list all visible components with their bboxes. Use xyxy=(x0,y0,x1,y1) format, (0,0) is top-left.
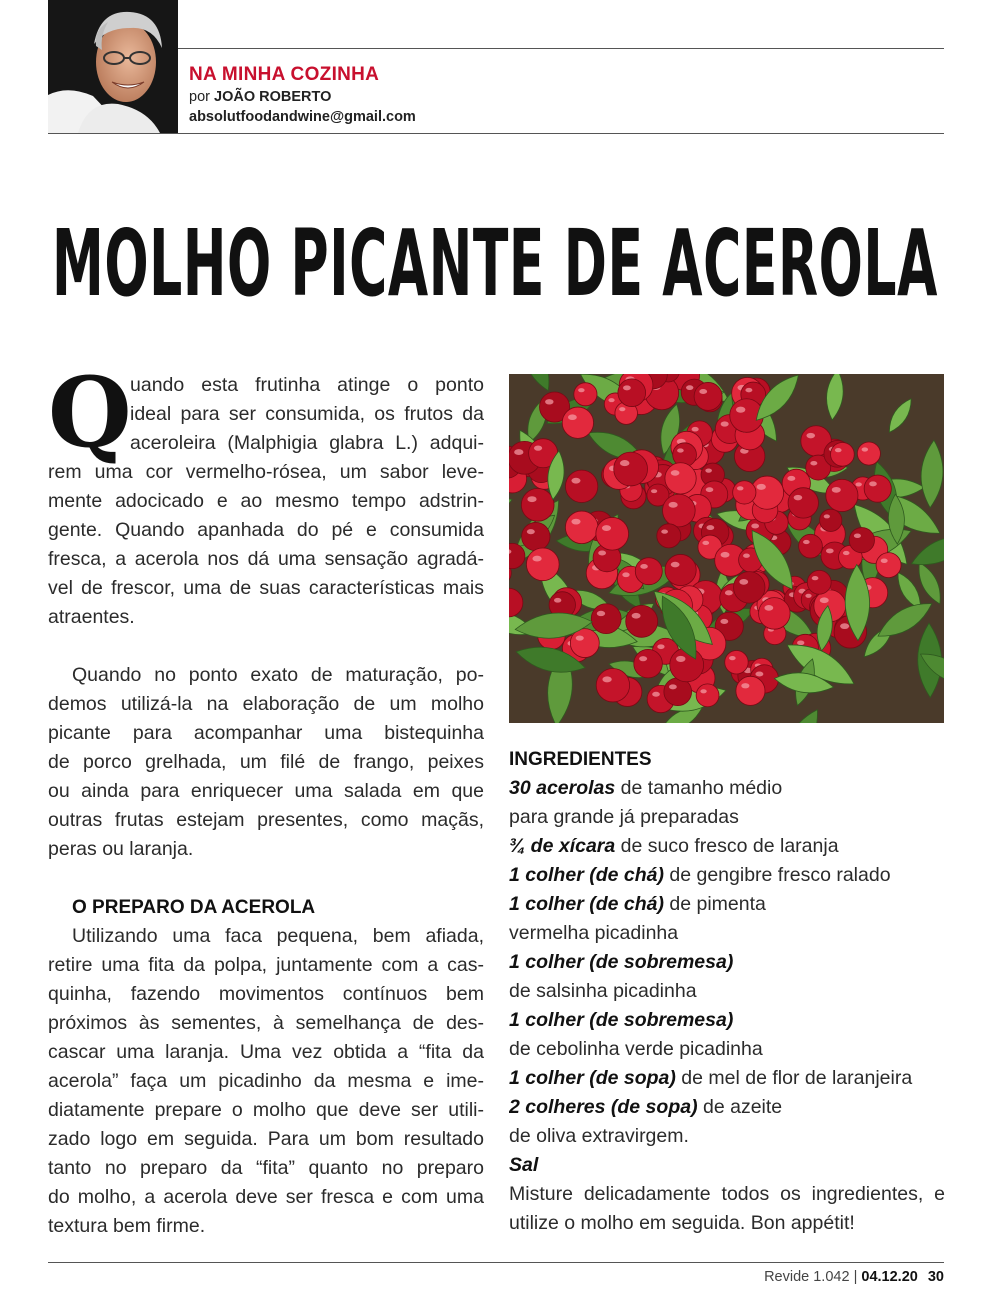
headline-container xyxy=(52,210,948,317)
text-line: de porco grelhada, um filé de frango, peixes xyxy=(48,751,484,773)
ingredient-line xyxy=(509,919,945,948)
text-line: acerola” faça um picadinho da mesma e ime- xyxy=(48,1070,484,1092)
paragraph-gap xyxy=(48,864,484,893)
ingredient-quantity: 1 colher (de chá) xyxy=(509,864,664,886)
ingredient-quantity: ¾ de xícara xyxy=(509,835,616,857)
footer-separator: | xyxy=(853,1269,858,1285)
ingredient-line xyxy=(509,1035,945,1064)
ingredient-quantity: 1 colher (de sopa) xyxy=(509,1067,676,1089)
ingredient-line xyxy=(509,861,945,890)
ingredient-quantity: 1 colher (de chá) xyxy=(509,893,664,915)
ingredient-line xyxy=(509,1093,945,1122)
page-number: 30 xyxy=(927,1269,944,1285)
text-line: demos utilizá-la na elaboração de um molho xyxy=(48,693,484,715)
author-name: JOÃO ROBERTO xyxy=(214,89,332,105)
ingredient-quantity: 1 colher (de sobremesa) xyxy=(509,951,734,973)
byline xyxy=(189,89,331,105)
ingredient-text: de salsinha picadinha xyxy=(509,980,697,1002)
ingredient-line xyxy=(509,1006,945,1035)
byline-prefix: por xyxy=(189,89,210,105)
ingredient-quantity: 30 acerolas xyxy=(509,777,616,799)
ingredient-line xyxy=(509,1122,945,1151)
text-line: quinha, fazendo movimentos contínuos bem xyxy=(48,983,484,1005)
instructions-line: utilize o molho em seguida. Bon appétit! xyxy=(509,1212,855,1234)
text-line: Quando no ponto exato de maturação, po- xyxy=(72,664,484,686)
article-body xyxy=(48,371,484,1241)
header-rule-bottom xyxy=(48,133,944,134)
text-line: outras frutas estejam presentes, como maçãs, xyxy=(48,809,484,831)
text-line: vel de frescor, uma de suas características mais xyxy=(48,577,484,599)
ingredient-text: de oliva extravirgem. xyxy=(509,1125,689,1147)
text-line: tanto no preparo da “fita” quanto no preparo xyxy=(48,1157,484,1179)
text-line: zado logo em seguida. Para um bom resultado xyxy=(48,1128,484,1150)
text-line: mente adocicado e ao mesmo tempo adstrin- xyxy=(48,490,484,512)
ingredient-text: vermelha picadinha xyxy=(509,922,679,944)
ingredient-line xyxy=(509,1151,945,1180)
text-line: retire uma fita da polpa, juntamente com a cas- xyxy=(48,954,484,976)
text-line: peras ou laranja. xyxy=(48,838,194,860)
ingredients-section xyxy=(509,745,945,1238)
instructions-line: Misture delicadamente todos os ingredientes, e xyxy=(509,1183,945,1205)
issue-date: 04.12.20 xyxy=(861,1269,918,1285)
drop-cap: Q xyxy=(48,356,132,469)
text-line: diatamente prepare o molho que deve ser utili- xyxy=(48,1099,484,1121)
text-line: textura bem firme. xyxy=(48,1215,206,1237)
ingredient-quantity: 1 colher (de sobremesa) xyxy=(509,1009,734,1031)
acerola-photo xyxy=(509,374,944,723)
text-line: ou ainda para enriquecer uma salada em que xyxy=(48,780,484,802)
footer-rule xyxy=(48,1262,944,1263)
text-line: ideal para ser consumida, os frutos da xyxy=(130,403,484,425)
ingredient-line xyxy=(509,832,945,861)
ingredient-text: de gengibre fresco ralado xyxy=(663,864,891,886)
ingredient-line xyxy=(509,774,945,803)
author-email: absolutfoodandwine@gmail.com xyxy=(189,109,416,125)
text-line: cascar uma laranja. Uma vez obtida a “fita da xyxy=(48,1041,484,1063)
text-line: Utilizando uma faca pequena, bem afiada, xyxy=(72,925,484,947)
ingredient-quantity: 2 colheres (de sopa) xyxy=(509,1096,698,1118)
ingredient-line xyxy=(509,890,945,919)
text-line: fresca, a acerola nos dá uma sensação agradá- xyxy=(48,548,484,570)
text-line: do molho, a acerola deve ser fresca e com uma xyxy=(48,1186,484,1208)
text-line: picante para acompanhar uma bistequinha xyxy=(48,722,484,744)
ingredient-text: de suco fresco de laranja xyxy=(615,835,839,857)
header-rule-top xyxy=(178,48,944,49)
text-line: atraentes. xyxy=(48,606,135,628)
ingredient-text: de pimenta xyxy=(663,893,766,915)
text-line: aceroleira (Malphigia glabra L.) adqui- xyxy=(130,432,484,454)
ingredients-title: INGREDIENTES xyxy=(509,749,652,770)
ingredient-text: para grande já preparadas xyxy=(509,806,739,828)
ingredient-text: de azeite xyxy=(697,1096,783,1118)
ingredient-quantity: Sal xyxy=(509,1154,539,1176)
text-line: próximos às sementes, à semelhança de des- xyxy=(48,1012,484,1034)
ingredient-line xyxy=(509,977,945,1006)
text-line: rem uma cor vermelho-rósea, um sabor leve- xyxy=(48,461,484,483)
ingredient-line xyxy=(509,1064,945,1093)
column-title: NA MINHA COZINHA xyxy=(189,64,380,85)
paragraph-gap xyxy=(48,632,484,661)
page-footer xyxy=(764,1269,944,1285)
headline: MOLHO PICANTE DE ACEROLA xyxy=(52,210,938,317)
section-subheading: O PREPARO DA ACEROLA xyxy=(72,897,316,918)
ingredient-text: de mel de flor de laranjeira xyxy=(675,1067,913,1089)
issue-number: Revide 1.042 xyxy=(764,1269,850,1285)
ingredient-line xyxy=(509,948,945,977)
ingredient-text: de cebolinha verde picadinha xyxy=(509,1038,763,1060)
text-line: uando esta frutinha atinge o ponto xyxy=(130,374,484,396)
text-line: gente. Quando apanhada do pé e consumida xyxy=(48,519,484,541)
ingredient-line xyxy=(509,803,945,832)
ingredient-text: de tamanho médio xyxy=(615,777,783,799)
author-photo xyxy=(48,0,178,133)
